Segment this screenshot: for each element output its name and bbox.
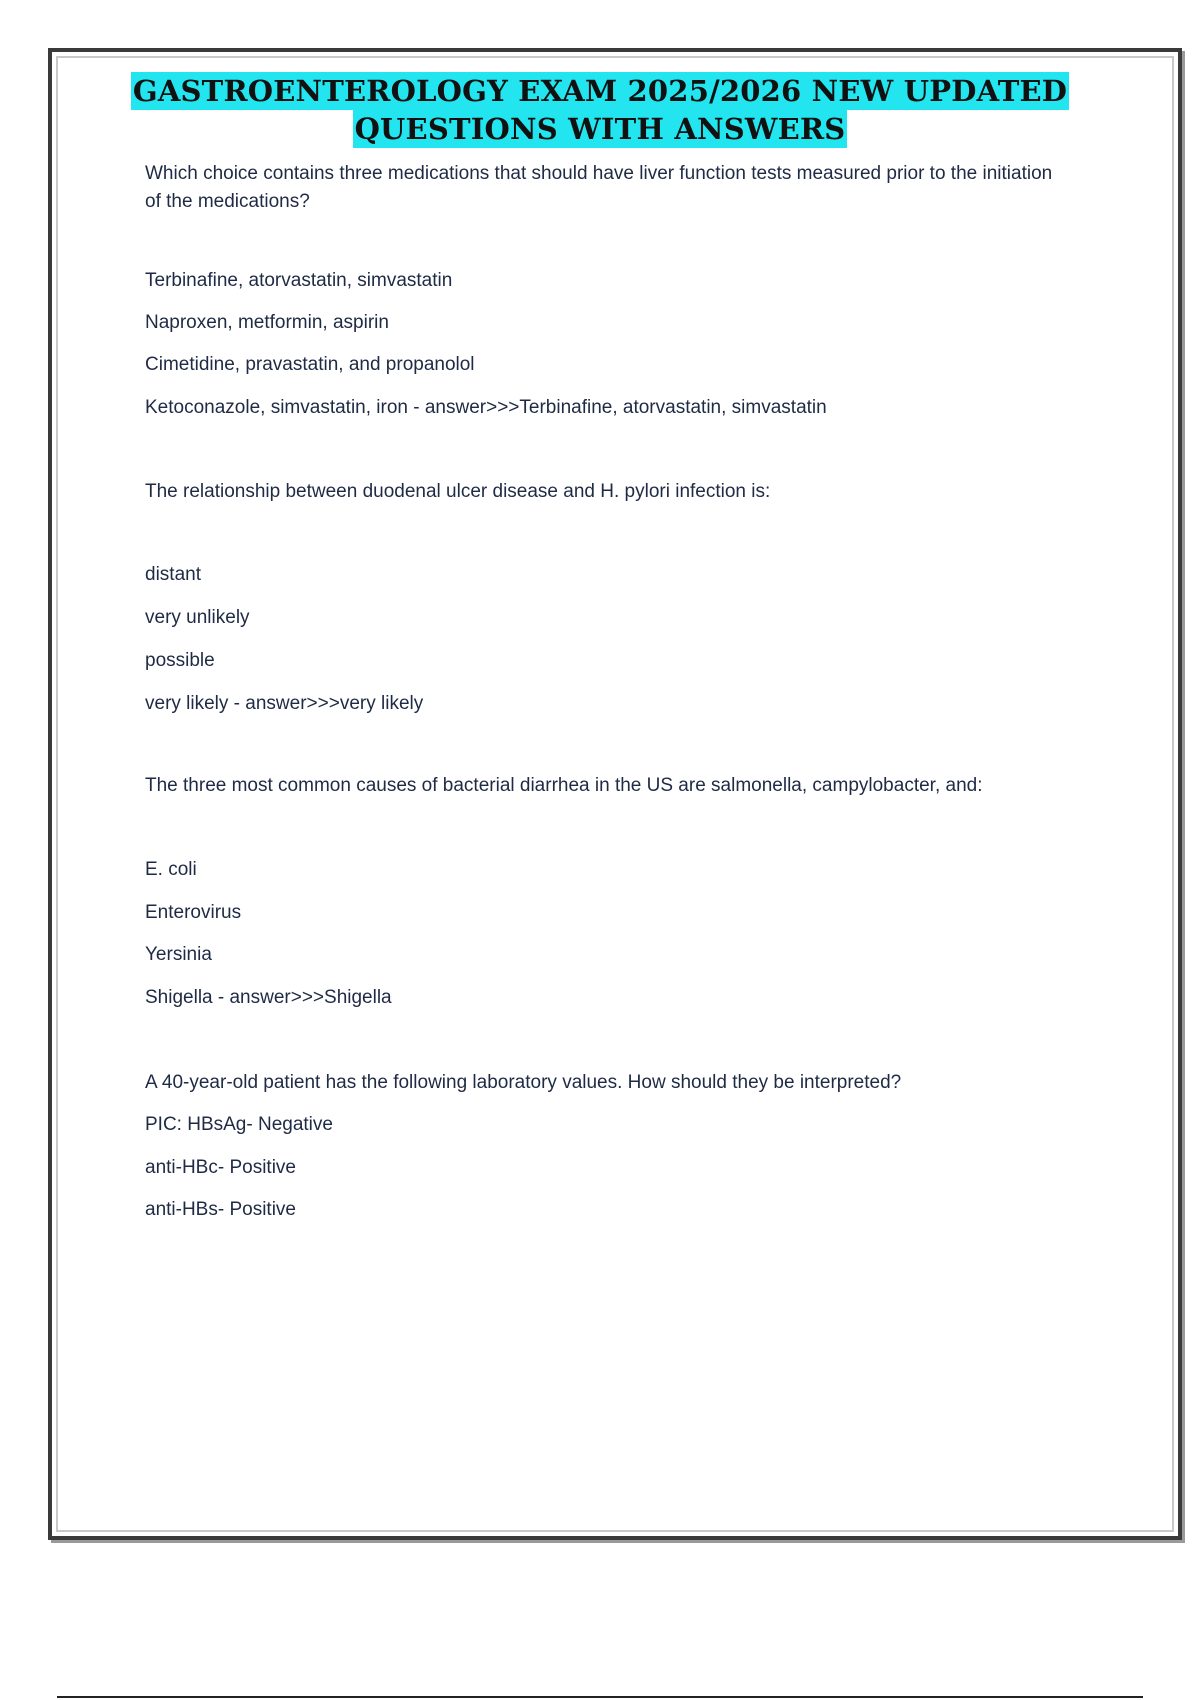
question-2-option-d-answer: very likely - answer>>>very likely xyxy=(145,693,424,714)
question-1-prompt: Which choice contains three medications that should have liver function tests measured prior to the initiation of the medications? xyxy=(145,163,1053,212)
question-4-prompt: A 40-year-old patient has the following laboratory values. How should they be interpreted? xyxy=(145,1072,902,1093)
document-title xyxy=(0,72,1200,148)
question-1-option-b: Naproxen, metformin, aspirin xyxy=(145,312,389,333)
question-1-option-d-answer: Ketoconazole, simvastatin, iron - answer>>>Terbinafine, atorvastatin, simvastatin xyxy=(145,397,827,418)
title-line-1: GASTROENTEROLOGY EXAM 2025/2026 NEW UPDATED xyxy=(132,74,1068,108)
question-4-lab-value-3: anti-HBs- Positive xyxy=(145,1199,296,1220)
question-3-option-c: Yersinia xyxy=(145,944,212,965)
question-2-option-b: very unlikely xyxy=(145,607,250,628)
question-1-option-c: Cimetidine, pravastatin, and propanolol xyxy=(145,354,475,375)
question-2-prompt: The relationship between duodenal ulcer disease and H. pylori infection is: xyxy=(145,481,771,502)
question-4-lab-value-2: anti-HBc- Positive xyxy=(145,1157,296,1178)
footer-divider xyxy=(57,1696,1143,1698)
question-4-lab-value-1: PIC: HBsAg- Negative xyxy=(145,1114,333,1135)
question-3-option-b: Enterovirus xyxy=(145,902,242,923)
question-1-option-a: Terbinafine, atorvastatin, simvastatin xyxy=(145,270,453,291)
question-3-option-a: E. coli xyxy=(145,859,197,880)
question-3-option-d-answer: Shigella - answer>>>Shigella xyxy=(145,987,392,1008)
question-3-prompt: The three most common causes of bacterial diarrhea in the US are salmonella, campylobacter, and: xyxy=(145,775,983,796)
title-line-2: QUESTIONS WITH ANSWERS xyxy=(354,112,846,146)
question-2-option-a: distant xyxy=(145,564,201,585)
question-2-option-c: possible xyxy=(145,650,215,671)
